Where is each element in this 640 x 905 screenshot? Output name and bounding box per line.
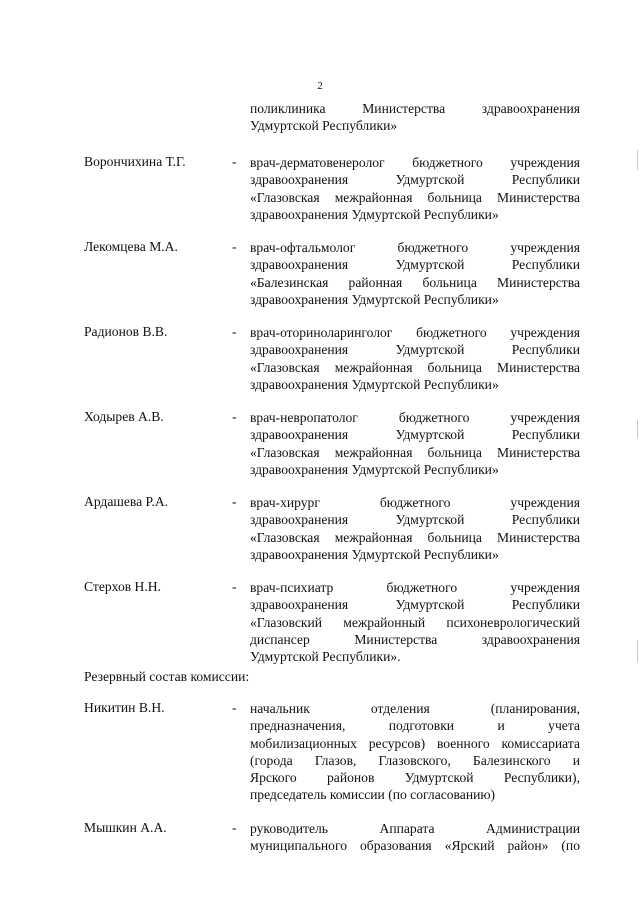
position-line: «Глазовский межрайонный психоневрологический <box>250 614 580 630</box>
position-line: «Глазовская межрайонная больница Министерства <box>250 444 580 460</box>
member-position <box>250 154 580 223</box>
position-line: здравоохранения Удмуртской Республики» <box>250 376 499 392</box>
dash: - <box>232 154 237 169</box>
member-position <box>250 494 580 563</box>
scan-edge-mark <box>637 420 638 438</box>
position-line: диспансер Министерства здравоохранения <box>250 631 580 647</box>
position-line: врач-офтальмолог бюджетного учреждения <box>250 240 580 255</box>
position-line: мобилизационных ресурсов) военного комиссариата <box>250 735 580 751</box>
position-line: врач-невропатолог бюджетного учреждения <box>250 410 580 425</box>
position-line: здравоохранения Удмуртской Республики <box>250 597 580 613</box>
dash: - <box>232 579 237 594</box>
position-line: Удмуртской Республики». <box>250 649 401 665</box>
continuation-line: поликлиника Министерства здравоохранения <box>250 101 580 116</box>
member-name: Никитин В.Н. <box>84 700 165 715</box>
member-position <box>250 579 580 665</box>
reserve-section-title: Резервный состав комиссии: <box>84 669 250 684</box>
scan-edge-mark <box>637 640 638 662</box>
member-name: Лекомцева М.А. <box>84 239 178 254</box>
position-line: «Глазовская межрайонная больница Министерства <box>250 359 580 375</box>
position-line: здравоохранения Удмуртской Республики» <box>250 206 499 222</box>
member-position <box>250 239 580 308</box>
member-name: Ардашева Р.А. <box>84 494 169 509</box>
position-line: (города Глазов, Глазовского, Балезинского и <box>250 752 580 768</box>
position-line: муниципального образования «Ярский район» (по <box>250 838 580 854</box>
dash: - <box>232 324 237 339</box>
position-line: «Глазовская межрайонная больница Министерства <box>250 529 580 545</box>
continuation-line: Удмуртской Республики» <box>250 118 398 134</box>
member-name: Радионов В.В. <box>84 324 168 339</box>
position-line: здравоохранения Удмуртской Республики» <box>250 546 499 562</box>
position-line: Ярского районов Удмуртской Республики), <box>250 770 580 786</box>
position-line: врач-дерматовенеролог бюджетного учреждения <box>250 155 580 170</box>
position-line: врач-хирург бюджетного учреждения <box>250 495 580 510</box>
member-name: Мышкин А.А. <box>84 820 167 835</box>
dash: - <box>232 409 237 424</box>
position-line: здравоохранения Удмуртской Республики <box>250 342 580 358</box>
position-line: здравоохранения Удмуртской Республики <box>250 512 580 528</box>
member-name: Ворончихина Т.Г. <box>84 154 186 169</box>
member-position <box>250 324 580 393</box>
position-line: врач-оториноларинголог бюджетного учреждения <box>250 325 580 340</box>
member-name: Стерхов Н.Н. <box>84 579 161 594</box>
position-line: предназначения, подготовки и учета <box>250 718 580 734</box>
dash: - <box>232 239 237 254</box>
position-line: здравоохранения Удмуртской Республики <box>250 172 580 188</box>
dash: - <box>232 494 237 509</box>
dash: - <box>232 820 237 835</box>
page-number: 2 <box>317 80 323 92</box>
position-line: председатель комиссии (по согласованию) <box>250 787 496 803</box>
member-position <box>250 700 580 804</box>
continuation-text <box>250 100 580 135</box>
position-line: «Балезинская районная больница Министерства <box>250 274 580 290</box>
scan-edge-mark <box>637 150 638 170</box>
member-position <box>250 820 580 855</box>
member-name: Ходырев А.В. <box>84 409 164 424</box>
member-position <box>250 409 580 478</box>
position-line: здравоохранения Удмуртской Республики» <box>250 291 499 307</box>
position-line: «Глазовская межрайонная больница Министерства <box>250 189 580 205</box>
position-line: врач-психиатр бюджетного учреждения <box>250 580 580 595</box>
position-line: здравоохранения Удмуртской Республики» <box>250 461 499 477</box>
position-line: здравоохранения Удмуртской Республики <box>250 257 580 273</box>
dash: - <box>232 700 237 715</box>
position-line: начальник отделения (планирования, <box>250 701 580 716</box>
position-line: руководитель Аппарата Администрации <box>250 821 580 836</box>
position-line: здравоохранения Удмуртской Республики <box>250 427 580 443</box>
